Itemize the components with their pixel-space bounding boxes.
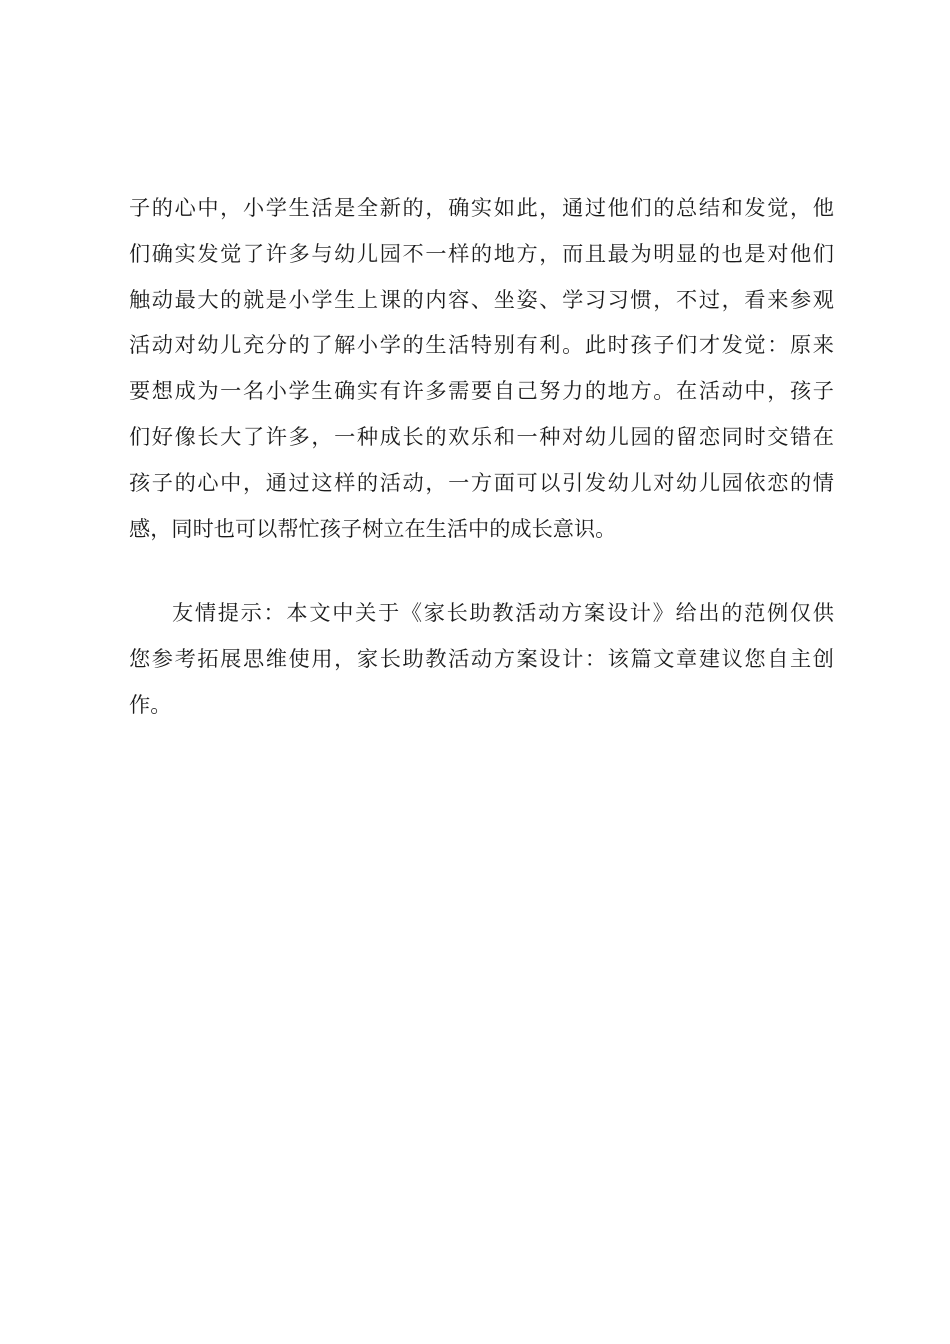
tip-line: 作。 xyxy=(129,691,172,717)
paragraph-line: 触动最大的就是小学生上课的内容、坐姿、学习习惯，不过，看来参观 xyxy=(129,286,834,312)
body-paragraph xyxy=(129,185,834,551)
paragraph-line: 们好像长大了许多，一种成长的欢乐和一种对幼儿园的留恋同时交错在 xyxy=(129,423,834,449)
paragraph-line: 活动对幼儿充分的了解小学的生活特别有利。此时孩子们才发觉：原来 xyxy=(129,332,834,358)
tip-line: 您参考拓展思维使用，家长助教活动方案设计：该篇文章建议您自主创 xyxy=(129,645,834,671)
tip-paragraph xyxy=(129,590,834,727)
paragraph-line: 子的心中，小学生活是全新的，确实如此，通过他们的总结和发觉，他 xyxy=(129,195,834,220)
paragraph-line: 们确实发觉了许多与幼儿园不一样的地方，而且最为明显的也是对他们 xyxy=(129,240,834,266)
paragraph-line: 要想成为一名小学生确实有许多需要自己努力的地方。在活动中，孩子 xyxy=(129,378,834,404)
paragraph-line: 孩子的心中，通过这样的活动，一方面可以引发幼儿对幼儿园依恋的情 xyxy=(129,469,834,495)
paragraph-line: 感，同时也可以帮忙孩子树立在生活中的成长意识。 xyxy=(129,515,617,541)
tip-line: 友情提示：本文中关于《家长助教活动方案设计》给出的范例仅供 xyxy=(172,600,834,625)
